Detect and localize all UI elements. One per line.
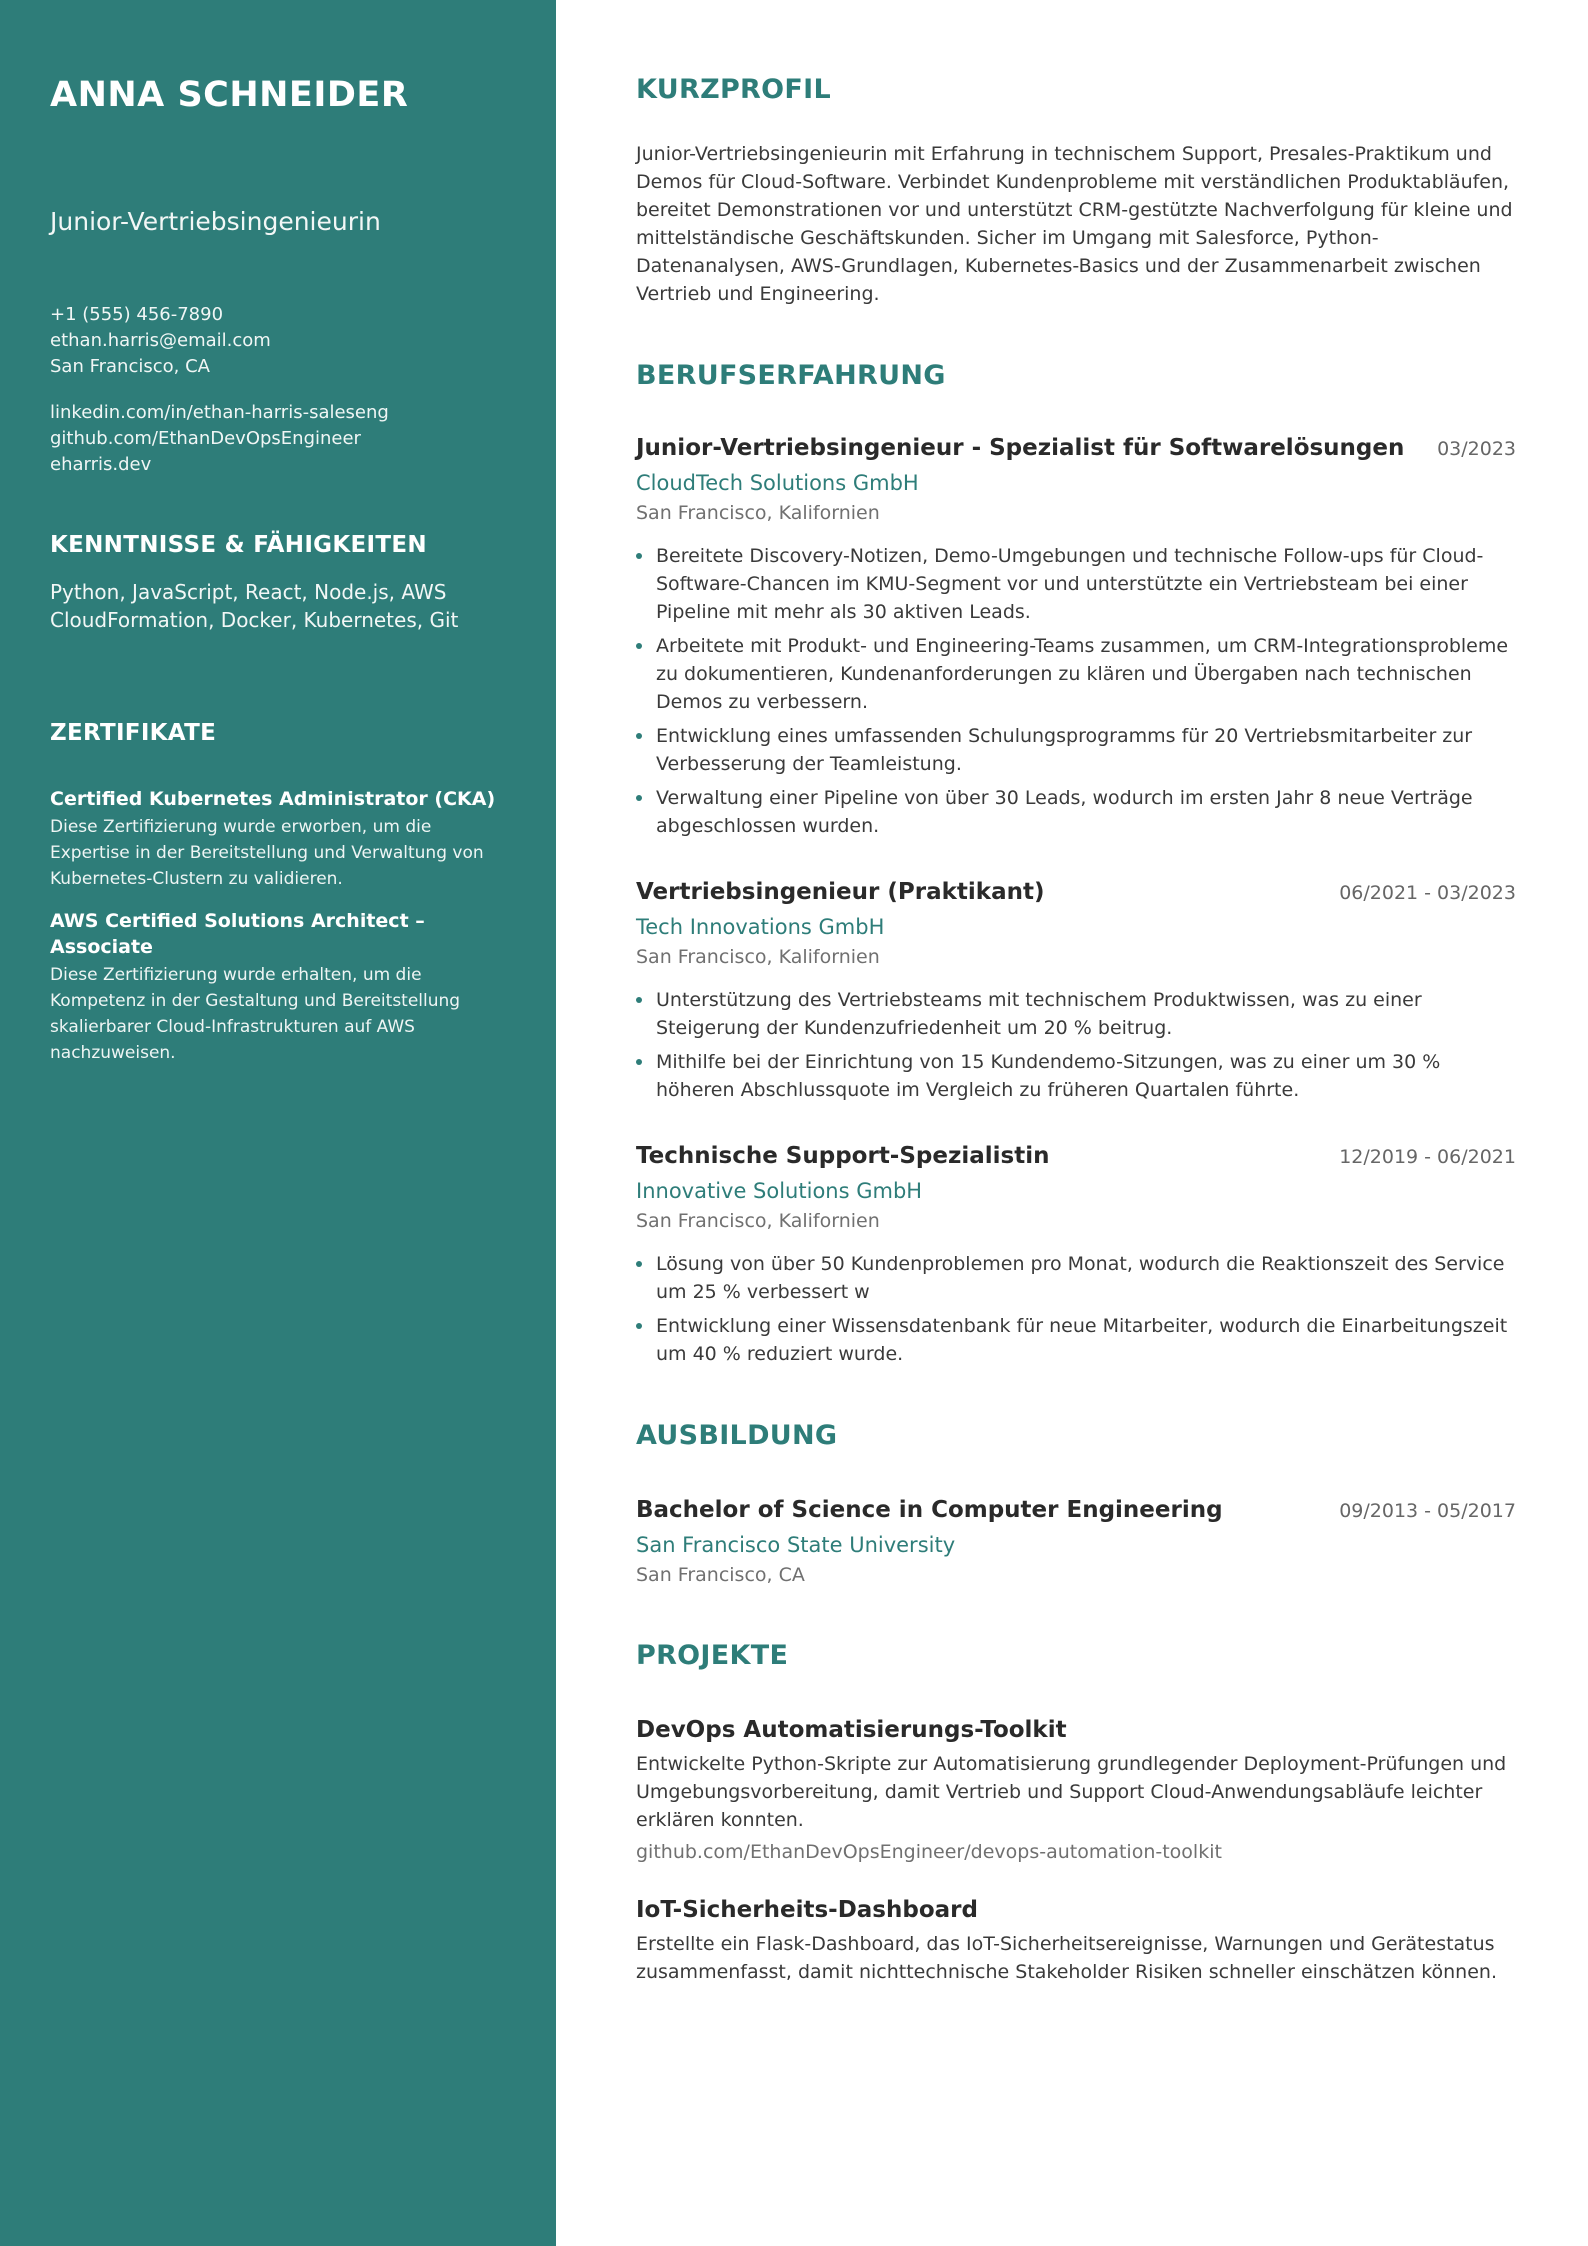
contact-block (50, 302, 516, 380)
certificate-description: Diese Zertifizierung wurde erworben, um die Expertise in der Bereitstellung und Verwaltung von Kubernetes-Clustern zu validieren. (50, 817, 484, 889)
education-school: San Francisco State University (636, 1533, 956, 1557)
job-date: 03/2023 (1437, 438, 1516, 460)
project-entry (636, 1894, 1516, 1986)
link-github[interactable]: github.com/EthanDevOpsEngineer (50, 428, 361, 449)
certificate-title: AWS Certified Solutions Architect – Associate (50, 910, 425, 958)
certificate-title: Certified Kubernetes Administrator (CKA) (50, 788, 496, 810)
certificate-item (50, 786, 516, 892)
job-entry (636, 1140, 1516, 1368)
job-title: Technische Support-Spezialistin (636, 1143, 1050, 1169)
education-degree: Bachelor of Science in Computer Engineering (636, 1497, 1223, 1523)
summary-heading: KURZPROFIL (636, 74, 831, 105)
education-date: 09/2013 - 05/2017 (1339, 1500, 1516, 1522)
skills-heading: KENNTNISSE & FÄHIGKEITEN (50, 532, 427, 558)
job-location: San Francisco, Kalifornien (636, 502, 880, 524)
project-title: IoT-Sicherheits-Dashboard (636, 1897, 978, 1923)
job-bullet: Entwicklung einer Wissensdatenbank für neue Mitarbeiter, wodurch die Einarbeitungszeit um 40 % reduziert wurde. (636, 1312, 1516, 1368)
job-title: Vertriebsingenieur (Praktikant) (636, 879, 1045, 905)
links-block (50, 400, 516, 478)
job-location: San Francisco, Kalifornien (636, 1210, 880, 1232)
education-entry (636, 1494, 1516, 1588)
certificate-description: Diese Zertifizierung wurde erhalten, um die Kompetenz in der Gestaltung und Bereitstellung skalierbarer Cloud-Infrastrukturen auf AWS nachzuweisen. (50, 965, 461, 1063)
job-entry (636, 432, 1516, 840)
skills-list: Python, JavaScript, React, Node.js, AWS CloudFormation, Docker, Kubernetes, Git (50, 580, 459, 632)
job-company: CloudTech Solutions GmbH (636, 471, 919, 495)
contact-phone: +1 (555) 456-7890 (50, 304, 224, 325)
job-company: Innovative Solutions GmbH (636, 1179, 923, 1203)
certificate-item (50, 908, 516, 1066)
project-title: DevOps Automatisierungs-Toolkit (636, 1717, 1067, 1743)
job-header (636, 432, 1516, 464)
main-content (556, 0, 1588, 2246)
sidebar (0, 0, 556, 2246)
certificates-heading: ZERTIFIKATE (50, 720, 217, 746)
job-entry (636, 876, 1516, 1104)
candidate-name: ANNA SCHNEIDER (50, 75, 409, 115)
experience-heading: BERUFSERFAHRUNG (636, 360, 946, 391)
link-linkedin[interactable]: linkedin.com/in/ethan-harris-saleseng (50, 402, 389, 423)
job-bullets (636, 542, 1516, 840)
education-header (636, 1494, 1516, 1526)
project-entry (636, 1714, 1516, 1866)
job-bullet: Bereitete Discovery-Notizen, Demo-Umgebungen und technische Follow-ups für Cloud-Software-Chancen im KMU-Segment vor und unterstützte ein Vertriebsteam bei einer Pipeline mit mehr als 30 aktiven Leads. (636, 542, 1516, 626)
project-link[interactable]: github.com/EthanDevOpsEngineer/devops-automation-toolkit (636, 1841, 1222, 1863)
certificates-list (50, 786, 516, 1066)
contact-location: San Francisco, CA (50, 356, 210, 377)
job-bullet: Mithilfe bei der Einrichtung von 15 Kundendemo-Sitzungen, was zu einer um 30 % höheren Abschlussquote im Vergleich zu früheren Quartalen führte. (636, 1048, 1516, 1104)
summary-text: Junior-Vertriebsingenieurin mit Erfahrung in technischem Support, Presales-Praktikum und Demos für Cloud-Software. Verbindet Kundenprobleme mit verständlichen Produktabläufen, bereitet Demonstrationen vor und unterstützt CRM-gestützte Nachverfolgung für kleine und mittelständische Geschäftskunden. Sicher im Umgang mit Salesforce, Python-Datenanalysen, AWS-Grundlagen, Kubernetes-Basics und der Zusammenarbeit zwischen Vertrieb und Engineering. (636, 143, 1513, 305)
job-bullet: Unterstützung des Vertriebsteams mit technischem Produktwissen, was zu einer Steigerung der Kundenzufriedenheit um 20 % beitrug. (636, 986, 1516, 1042)
job-header (636, 876, 1516, 908)
job-title: Junior-Vertriebsingenieur - Spezialist für Softwarelösungen (636, 435, 1405, 461)
link-website[interactable]: eharris.dev (50, 454, 152, 475)
job-location: San Francisco, Kalifornien (636, 946, 880, 968)
job-date: 12/2019 - 06/2021 (1339, 1146, 1516, 1168)
job-bullets (636, 1250, 1516, 1368)
education-heading: AUSBILDUNG (636, 1420, 838, 1451)
job-bullet: Verwaltung einer Pipeline von über 30 Leads, wodurch im ersten Jahr 8 neue Verträge abgeschlossen wurden. (636, 784, 1516, 840)
projects-heading: PROJEKTE (636, 1640, 789, 1671)
education-location: San Francisco, CA (636, 1564, 805, 1586)
job-bullet: Arbeitete mit Produkt- und Engineering-Teams zusammen, um CRM-Integrationsprobleme zu dokumentieren, Kundenanforderungen zu klären und Übergaben nach technischen Demos zu verbessern. (636, 632, 1516, 716)
job-bullet: Entwicklung eines umfassenden Schulungsprogramms für 20 Vertriebsmitarbeiter zur Verbesserung der Teamleistung. (636, 722, 1516, 778)
job-bullets (636, 986, 1516, 1104)
job-date: 06/2021 - 03/2023 (1339, 882, 1516, 904)
job-header (636, 1140, 1516, 1172)
project-description: Entwickelte Python-Skripte zur Automatisierung grundlegender Deployment-Prüfungen und Umgebungsvorbereitung, damit Vertrieb und Support Cloud-Anwendungsabläufe leichter erklären konnten. (636, 1753, 1507, 1831)
job-company: Tech Innovations GmbH (636, 915, 885, 939)
candidate-role: Junior-Vertriebsingenieurin (50, 207, 381, 236)
job-bullet: Lösung von über 50 Kundenproblemen pro Monat, wodurch die Reaktionszeit des Service um 25 % verbessert w (636, 1250, 1516, 1306)
project-description: Erstellte ein Flask-Dashboard, das IoT-Sicherheitsereignisse, Warnungen und Gerätestatus zusammenfasst, damit nichttechnische Stakeholder Risiken schneller einschätzen können. (636, 1933, 1497, 1983)
contact-email: ethan.harris@email.com (50, 330, 271, 351)
